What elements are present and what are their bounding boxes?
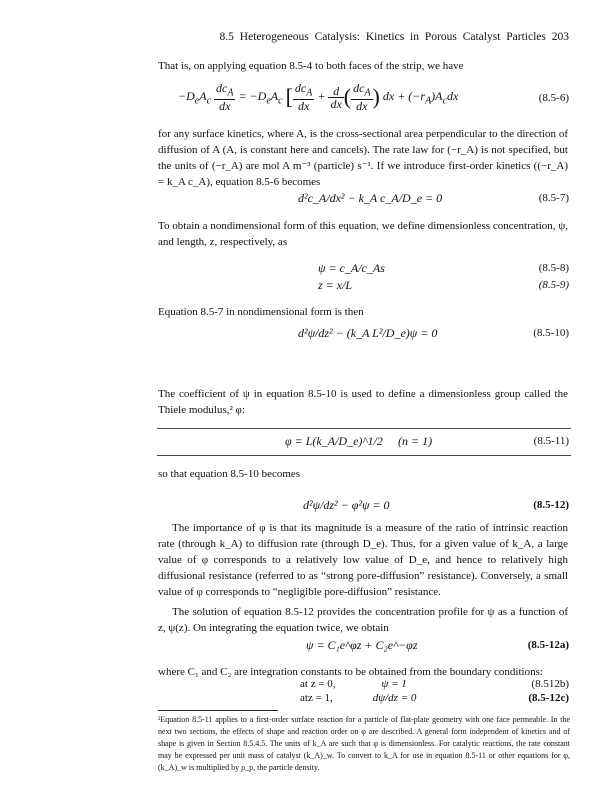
footnote: ²Equation 8.5-11 applies to a first-order surface reaction for a particle of flat-plate geometry with one face permeable. In the next two sections, the effects of shape and reaction order on φ are described. A general form independent of kinetics and of shape is given in Section 8.5.4.5. The units of k_A are such that φ is dimensionless. For catalytic reactions, the rate constant may be expressed per unit mass of catalyst (k_A)_w. To convert to k_A for use in equation 8.5-11 or other equations for φ, (k_A)_w is multiplied by ρ_p, the particle density.: [158, 715, 570, 772]
boundary-condition-2: [300, 692, 416, 704]
eq-text: dx: [330, 96, 342, 111]
bc2-value: dψ/dz = 0: [372, 692, 417, 704]
eq-text: −D: [178, 88, 195, 103]
paragraph-7: The solution of equation 8.5-12 provides the concentration profile for ψ as a function of z, ψ(z). On integrating the equation twice, we obtain: [158, 606, 568, 634]
eq-text: dc: [353, 81, 365, 95]
equation-number-8-5-8: (8.5-8): [538, 262, 569, 274]
fraction: [328, 85, 343, 110]
bracket: ): [372, 84, 380, 110]
equation-8-5-6: [178, 82, 458, 112]
bc1-condition: at z = 0,: [300, 678, 336, 690]
eq-sub: e: [194, 95, 200, 107]
fraction: [351, 82, 372, 112]
paragraph-1: for any surface kinetics, where A, is the cross-sectional area perpendicular to the direction of diffusion of A (A, is constant here and cancels). The rate law for (−r_A) is not specified, but the units of (−r_A) are mol A m⁻³ (particle) s⁻¹. If we introduce first-order kinetics ((−r_A) = k_A c_A), equation 8.5-6 becomes: [158, 128, 568, 188]
equation-number-8-5-7: (8.5-7): [538, 192, 569, 204]
paragraph-4: The coefficient of ψ in equation 8.5-10 is used to define a dimensionless group called the Thiele modulus,² φ:: [158, 388, 568, 416]
equation-8-5-12: d²ψ/dz² − φ²ψ = 0: [303, 498, 390, 512]
paragraph-8: where C₁ and C₂ are integration constants to be obtained from the boundary conditions:: [158, 666, 543, 678]
boundary-condition-1: [300, 678, 407, 690]
bc1-value: ψ = 1: [381, 678, 407, 690]
equation-8-5-8: ψ = c_A/c_As: [318, 261, 385, 275]
paragraph-2: To obtain a nondimensional form of this equation, we define dimensionless concentration, ψ, and length, z, respectively, as: [158, 220, 568, 248]
paragraph-3: Equation 8.5-7 in nondimensional form is then: [158, 306, 364, 318]
running-head: 8.5 Heterogeneous Catalysis: Kinetics in Porous Catalyst Particles 203: [219, 31, 569, 43]
eq-sub: c: [442, 95, 447, 107]
eq-sub: A: [306, 87, 313, 99]
eq-text: dc: [216, 81, 228, 95]
footnote-rule: [158, 710, 278, 711]
equation-number-8-5-12: (8.5-12): [533, 499, 569, 511]
equation-number-8-5-12b: (8.512b): [531, 678, 569, 690]
equation-8-5-11: φ = L(k_A/D_e)^1/2: [285, 434, 383, 448]
eq-text: d: [328, 85, 343, 98]
eq-sub: A: [227, 87, 234, 99]
eq-text: )A: [431, 88, 443, 103]
fraction: [293, 82, 314, 112]
eq-text: dx: [297, 99, 310, 114]
eq-text: +: [317, 88, 326, 103]
eq-sub: A: [425, 95, 432, 107]
eq-text: A: [199, 88, 207, 103]
equation-number-8-5-9: (8.5-9): [538, 279, 569, 291]
bc2-condition: atz = 1,: [300, 692, 333, 704]
eq-sub: e: [266, 95, 271, 107]
eq-text: = −D: [238, 88, 267, 103]
paragraph-6: The importance of φ is that its magnitude is a measure of the ratio of intrinsic reaction rate (through k_A) to diffusion rate (through D_e). Thus, for a given value of k_A, a large value of φ corresponds to a relatively low value of D_e, and hence to relatively high diffusional resistance (referred to as “strong pore-diffusion” resistance). Conversely, a small value of φ corresponds to “negligible pore-diffusion” resistance.: [158, 522, 568, 598]
fraction: [214, 82, 235, 112]
eq-text: dc: [294, 81, 307, 95]
eq-text: dx: [356, 99, 368, 114]
equation-8-5-12a: ψ = C₁e^φz + C₂e^−φz: [306, 638, 418, 652]
equation-number-8-5-12a: (8.5-12a): [527, 639, 569, 651]
equation-8-5-9: z = x/L: [318, 278, 353, 292]
equation-number-8-5-12c: (8.5-12c): [528, 692, 569, 704]
bracket: [: [285, 84, 293, 110]
eq-sub: c: [278, 95, 283, 107]
paragraph-5: so that equation 8.5-10 becomes: [158, 468, 301, 480]
equation-8-5-10: d²ψ/dz² − (k_A L²/D_e)ψ = 0: [298, 326, 438, 340]
eq-text: dx: [219, 99, 231, 114]
eq-text: dx: [446, 88, 459, 103]
equation-number-8-5-6: (8.5-6): [538, 92, 569, 104]
equation-8-5-7: d²c_A/dx² − k_A c_A/D_e = 0: [298, 191, 443, 205]
eq-sub: c: [206, 95, 212, 107]
equation-number-8-5-10: (8.5-10): [533, 327, 569, 339]
eq-text: dx + (−r: [382, 88, 426, 103]
eq-sub: A: [364, 87, 371, 99]
equation-8-5-11-condition: (n = 1): [398, 434, 433, 448]
bracket: (: [343, 84, 352, 110]
intro-line: That is, on applying equation 8.5-4 to both faces of the strip, we have: [158, 60, 464, 72]
eq-text: A: [270, 88, 279, 103]
equation-number-8-5-11: (8.5-11): [533, 435, 569, 447]
